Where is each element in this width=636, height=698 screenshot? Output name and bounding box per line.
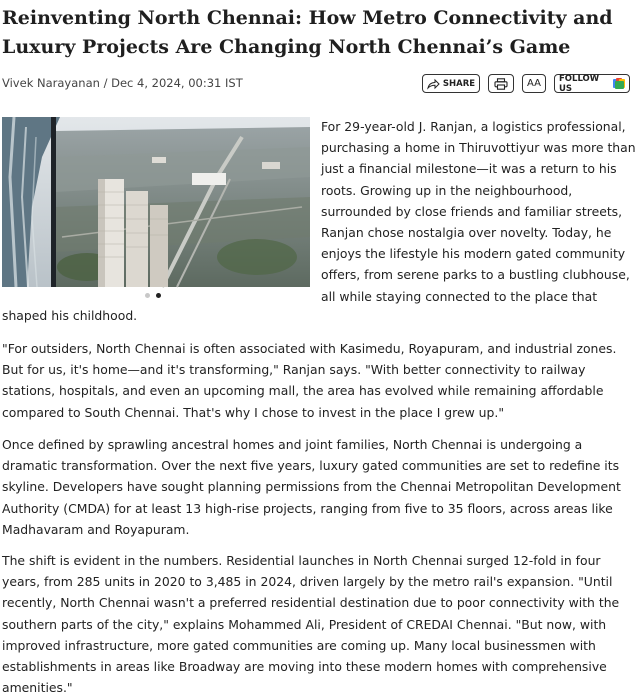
paragraph-3: Once defined by sprawling ancestral homes and joint families, North Chennai is undergoing a dramatic transformation. Over the next five years, luxury gated communities are set to redefine its skyline. Developers have sought planning permissions from the Chennai Metropolitan Development Authority (CMDA) for at least 13 high-rise projects, ranging from five to 35 floors, across areas like Madhavaram and Royapuram. bbox=[2, 437, 621, 537]
paragraph-1-tail: shaped his childhood. bbox=[2, 308, 138, 323]
gallery-dot-1[interactable] bbox=[145, 293, 150, 298]
gallery-dot-2[interactable] bbox=[156, 293, 161, 298]
paragraph-line: surrounded by close friends and familiar streets, bbox=[321, 203, 623, 219]
share-button[interactable] bbox=[422, 74, 480, 93]
paragraph-line: enjoys the lifestyle his modern gated community bbox=[321, 246, 626, 262]
follow-label: FOLLOW US bbox=[559, 73, 600, 94]
paragraph-4: The shift is evident in the numbers. Residential launches in North Chennai surged 12-fold in four years, from 285 units in 2020 to 3,485 in 2024, driven largely by the metro rail's expansion. "Until recently, North Chennai wasn't a preferred residential destination due to poor connectivity with the southern parts of the city," explains Mohammed Ali, President of CREDAI Chennai. "But now, with improved infrastructure, more gated communities are coming up. Many local businessmen with establishments in areas like Broadway are moving into these modern homes with comprehensive amenities." bbox=[2, 553, 620, 696]
share-label: SHARE bbox=[442, 78, 476, 89]
paragraph-line: purchasing a home in Thiruvottiyur was more than bbox=[321, 140, 636, 156]
city-skyline-illustration bbox=[2, 117, 310, 287]
text-size-button[interactable]: AA bbox=[522, 74, 546, 93]
paragraph-line: all while staying connected to the place that bbox=[321, 288, 598, 304]
byline-row bbox=[2, 74, 632, 94]
paragraph-2: "For outsiders, North Chennai is often associated with Kasimedu, Royapuram, and industrial zones. But for us, it's home—and it's transforming," Ranjan says. "With better connectivity to railway stations, hospitals, and even an upcoming mall, the area has evolved while remaining affordable compared to South Chennai. That's why I chose to invest in the place I grew up." bbox=[2, 341, 617, 420]
share-arrow-icon bbox=[427, 79, 440, 89]
follow-us-button[interactable] bbox=[554, 74, 630, 93]
article-photo[interactable] bbox=[2, 117, 310, 287]
google-news-icon bbox=[613, 78, 625, 89]
article-headline: Reinventing North Chennai: How Metro Connectivity and Luxury Projects Are Changing North Chennai’s Game bbox=[2, 7, 613, 58]
paragraph-line: offers, from serene parks to a bustling clubhouse, bbox=[321, 267, 630, 283]
byline: Vivek Narayanan / Dec 4, 2024, 00:31 IST bbox=[2, 76, 243, 90]
paragraph-line: For 29-year-old J. Ranjan, a logistics professional, bbox=[321, 119, 626, 134]
paragraph-line: just a financial milestone—it was a return to his bbox=[321, 161, 617, 177]
paragraph-1-side bbox=[321, 116, 636, 307]
article-actions bbox=[422, 74, 630, 94]
gallery-pagination bbox=[145, 293, 161, 298]
print-button[interactable] bbox=[488, 74, 514, 93]
printer-icon bbox=[494, 78, 508, 90]
paragraph-line: roots. Growing up in the neighbourhood, bbox=[321, 182, 573, 198]
paragraph-line: Ranjan chose nostalgia over novelty. Today, he bbox=[321, 224, 612, 240]
